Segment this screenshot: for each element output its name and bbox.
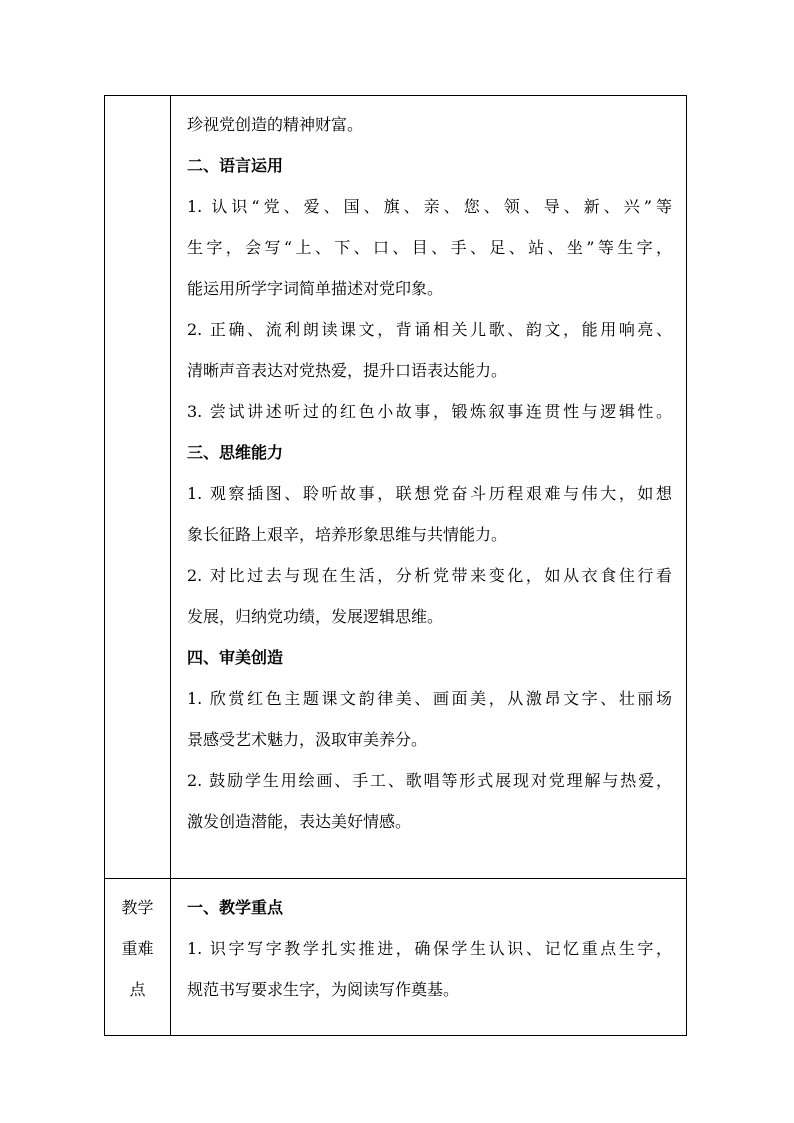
paragraph-line: 发展，归纳党功绩，发展逻辑思维。 bbox=[187, 607, 444, 626]
paragraph-line: 珍视党创造的精神财富。 bbox=[187, 115, 364, 134]
paragraph-line: 能运用所学字词简单描述对党印象。 bbox=[187, 279, 444, 298]
section-heading: 一、教学重点 bbox=[187, 898, 284, 917]
paragraph-line: 激发创造潜能，表达美好情感。 bbox=[187, 812, 412, 831]
table-row-key-points bbox=[105, 879, 687, 1036]
paragraph-line: 清晰声音表达对党热爱，提升口语表达能力。 bbox=[187, 361, 508, 380]
key-points-content bbox=[187, 887, 672, 1010]
paragraph-line: 1. 识字写字教学扎实推进，确保学生认识、记忆重点生字， bbox=[187, 939, 672, 958]
paragraph-line: 3. 尝试讲述听过的红色小故事，锻炼叙事连贯性与逻辑性。 bbox=[187, 402, 672, 421]
lesson-plan-table bbox=[104, 95, 687, 1036]
key-points-cell bbox=[171, 879, 687, 1036]
objectives-cell bbox=[171, 96, 687, 879]
key-points-label-line: 重难 bbox=[121, 939, 154, 958]
paragraph-line: 1. 欣赏红色主题课文韵律美、画面美，从激昂文字、壮丽场 bbox=[187, 689, 672, 708]
paragraph-line: 规范书写要求生字，为阅读写作奠基。 bbox=[187, 980, 460, 999]
paragraph-line: 象长征路上艰辛，培养形象思维与共情能力。 bbox=[187, 525, 508, 544]
key-points-label-cell bbox=[105, 879, 171, 1036]
key-points-label-line: 点 bbox=[129, 980, 146, 999]
section-heading: 四、审美创造 bbox=[187, 648, 284, 667]
objectives-content bbox=[187, 104, 672, 842]
key-points-label-line: 教学 bbox=[121, 898, 154, 917]
paragraph-line: 景感受艺术魅力，汲取审美养分。 bbox=[187, 730, 428, 749]
paragraph-line: 2. 对比过去与现在生活，分析党带来变化，如从衣食住行看 bbox=[187, 566, 672, 585]
paragraph-line: 生字，会写“上、下、口、目、手、足、站、坐”等生字， bbox=[187, 238, 672, 257]
table-row-objectives bbox=[105, 96, 687, 879]
paragraph-line: 2. 正确、流利朗读课文，背诵相关儿歌、韵文，能用响亮、 bbox=[187, 320, 672, 339]
section-heading: 三、思维能力 bbox=[187, 443, 284, 462]
paragraph-line: 1. 认识“党、爱、国、旗、亲、您、领、导、新、兴”等 bbox=[187, 197, 672, 216]
row-label-cell bbox=[105, 96, 171, 879]
paragraph-line: 2. 鼓励学生用绘画、手工、歌唱等形式展现对党理解与热爱， bbox=[187, 771, 672, 790]
paragraph-line: 1. 观察插图、聆听故事，联想党奋斗历程艰难与伟大，如想 bbox=[187, 484, 672, 503]
section-heading: 二、语言运用 bbox=[187, 156, 284, 175]
